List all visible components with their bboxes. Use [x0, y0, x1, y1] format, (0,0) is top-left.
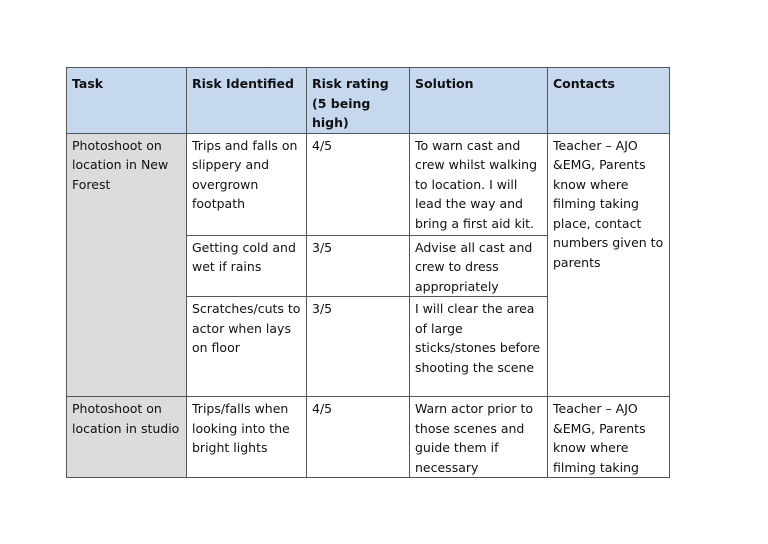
solution-cell: I will clear the area of large sticks/stones before shooting the scene [410, 297, 548, 397]
contacts-cell: Teacher – AJO &EMG, Parents know where filming taking [548, 397, 670, 478]
contacts-cell: Teacher – AJO &EMG, Parents know where filming taking place, contact numbers given to parents [548, 133, 670, 397]
table-row [67, 133, 670, 235]
rating-cell: 4/5 [307, 133, 410, 235]
risk-cell: Trips and falls on slippery and overgrown footpath [187, 133, 307, 235]
risk-assessment-table [66, 67, 670, 478]
risk-cell: Trips/falls when looking into the bright lights [187, 397, 307, 478]
header-risk-rating [307, 68, 410, 134]
task-cell: Photoshoot on location in New Forest [67, 133, 187, 397]
header-solution: Solution [410, 68, 548, 134]
rating-cell: 3/5 [307, 235, 410, 297]
table-row [67, 397, 670, 478]
task-cell: Photoshoot on location in studio [67, 397, 187, 478]
header-task: Task [67, 68, 187, 134]
solution-cell: To warn cast and crew whilst walking to location. I will lead the way and bring a first aid kit. [410, 133, 548, 235]
header-risk-rating-line2: (5 being high) [312, 95, 371, 130]
header-risk-rating-line1: Risk rating [312, 76, 389, 91]
rating-cell: 4/5 [307, 397, 410, 478]
header-risk-identified: Risk Identified [187, 68, 307, 134]
table-header-row [67, 68, 670, 134]
rating-cell: 3/5 [307, 297, 410, 397]
risk-cell: Scratches/cuts to actor when lays on floor [187, 297, 307, 397]
header-contacts: Contacts [548, 68, 670, 134]
solution-cell: Warn actor prior to those scenes and guide them if necessary [410, 397, 548, 478]
solution-cell: Advise all cast and crew to dress appropriately [410, 235, 548, 297]
risk-cell: Getting cold and wet if rains [187, 235, 307, 297]
